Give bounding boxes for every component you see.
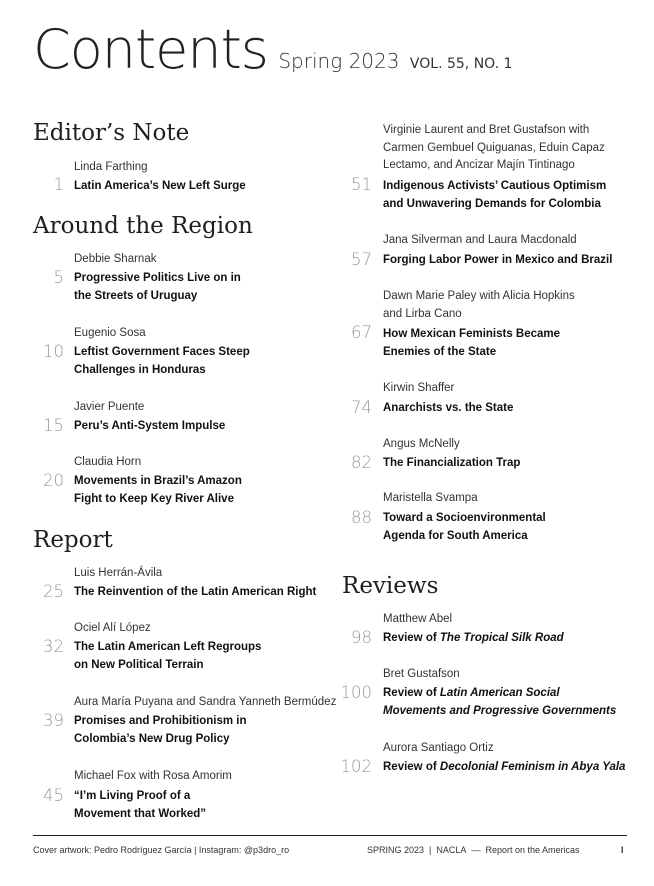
toc-page-number: 39 (43, 711, 64, 730)
toc-page-number: 45 (43, 786, 64, 805)
toc-title-line: Anarchists vs. the State (383, 402, 514, 414)
toc-title-link[interactable] (383, 399, 513, 417)
toc-author: Eugenio Sosa (74, 327, 146, 339)
toc-title-line: Colombia’s New Drug Policy (74, 733, 230, 745)
toc-page-number: 88 (351, 508, 372, 527)
toc-title-line: The Tropical Silk Road (439, 632, 564, 644)
page-title: Contents (33, 18, 268, 81)
issue-volume: VOL. 55, NO. 1 (409, 56, 513, 72)
cover-credit: Cover artwork: Pedro Rodríguez García | Instagram: @p3dro_ro (33, 845, 290, 855)
section-heading-reviews: Reviews (342, 573, 439, 599)
toc-page-number: 15 (43, 416, 64, 435)
toc-page-number: 98 (351, 628, 372, 647)
toc-author (383, 288, 575, 323)
toc-page-number: 74 (351, 398, 372, 417)
toc-author: Luis Herrán-Ávila (74, 567, 163, 579)
toc-title-link[interactable] (383, 177, 606, 213)
toc-title-line: Fight to Keep Key River Alive (74, 493, 234, 505)
toc-title-line: Indigenous Activists’ Cautious Optimism (383, 180, 607, 192)
toc-page-number: 51 (351, 175, 372, 194)
toc-title-line: Forging Labor Power in Mexico and Brazil (383, 254, 613, 266)
section-heading-around-region: Around the Region (33, 213, 253, 239)
toc-author-line: Lectamo, and Ancizar Majín Tintinago (383, 159, 575, 171)
toc-title-line: Toward a Socioenvironmental (383, 512, 546, 524)
toc-author-line: Virginie Laurent and Bret Gustafson with (383, 124, 590, 136)
section-heading-report: Report (33, 527, 113, 553)
footer-issue: SPRING 2023 (367, 845, 425, 855)
toc-title-link[interactable] (383, 325, 560, 361)
toc-author: Michael Fox with Rosa Amorim (74, 770, 232, 782)
toc-author: Claudia Horn (74, 456, 142, 468)
toc-author: Aurora Santiago Ortiz (383, 742, 494, 754)
footer-rule (33, 835, 627, 836)
toc-title-line: The Financialization Trap (383, 457, 521, 469)
toc-title-link[interactable] (74, 787, 206, 823)
toc-title-line: How Mexican Feminists Became (383, 328, 561, 340)
toc-title-link[interactable] (74, 638, 261, 674)
toc-title-link[interactable] (74, 343, 250, 379)
toc-title-line: Promises and Prohibitionism in (74, 715, 247, 727)
toc-page-number: 100 (340, 683, 372, 702)
toc-page-number: 102 (340, 757, 372, 776)
footer-separator: | (429, 845, 432, 855)
toc-page-number: 10 (43, 342, 64, 361)
toc-author: Matthew Abel (383, 613, 453, 625)
toc-page-number: 57 (351, 250, 372, 269)
footer-publication (367, 845, 580, 855)
toc-title-prefix: Review of (383, 632, 440, 644)
toc-title-line: Leftist Government Faces Steep (74, 346, 250, 358)
toc-title-link[interactable] (74, 177, 246, 195)
toc-title-line: Movements in Brazil’s Amazon (74, 475, 242, 487)
toc-page-number: 20 (43, 471, 64, 490)
toc-title-line: Enemies of the State (383, 346, 497, 358)
toc-author: Maristella Svampa (383, 492, 478, 504)
footer-pub-name: Report on the Americas (485, 845, 580, 855)
toc-title-line: Challenges in Honduras (74, 364, 206, 376)
page-header (33, 18, 633, 81)
toc-author-line: Dawn Marie Paley with Alicia Hopkins (383, 290, 575, 302)
toc-author-line: Carmen Gembuel Quiguanas, Eduin Capaz (383, 141, 605, 154)
toc-author (383, 122, 605, 175)
issue-season: Spring 2023 (278, 49, 400, 73)
page-number: I (621, 845, 624, 855)
toc-title-link[interactable] (383, 251, 612, 269)
toc-page-number: 1 (53, 175, 64, 194)
toc-title-prefix: Review of (383, 761, 440, 773)
toc-author: Jana Silverman and Laura Macdonald (383, 234, 577, 246)
toc-title-line: Latin American Social (439, 687, 560, 699)
toc-author: Angus McNelly (383, 438, 460, 450)
toc-page-number: 32 (43, 637, 64, 656)
toc-title-link[interactable] (74, 417, 225, 435)
footer-dash: — (471, 845, 481, 855)
toc-title-line: “I’m Living Proof of a (74, 790, 191, 802)
toc-title-line: Peru’s Anti-System Impulse (74, 420, 226, 432)
toc-title-line: and Unwavering Demands for Colombia (383, 198, 601, 210)
toc-title-line: on New Political Terrain (74, 659, 204, 671)
toc-author: Bret Gustafson (383, 668, 460, 680)
toc-title-link[interactable] (383, 758, 625, 776)
toc-title-link[interactable] (74, 472, 242, 508)
toc-title-link[interactable] (74, 583, 316, 601)
toc-title-link[interactable] (74, 269, 241, 305)
toc-title-line: Agenda for South America (383, 530, 528, 542)
footer-org: NACLA (436, 845, 467, 855)
toc-author: Aura María Puyana and Sandra Yanneth Bermúdez (74, 696, 337, 708)
toc-title-line: Movements and Progressive Governments (383, 705, 617, 717)
toc-title-line: Decolonial Feminism in Abya Yala (439, 761, 626, 773)
toc-title-line: The Latin American Left Regroups (74, 641, 262, 653)
toc-author-line: and Lirba Cano (383, 307, 462, 320)
toc-title-line: The Reinvention of the Latin American Right (74, 586, 317, 598)
toc-title-link[interactable] (383, 454, 520, 472)
toc-title-line: the Streets of Uruguay (74, 290, 198, 302)
toc-page-number: 67 (351, 323, 372, 342)
toc-title-line: Movement that Worked” (74, 808, 207, 820)
toc-title-link[interactable] (383, 684, 616, 720)
toc-author: Javier Puente (74, 401, 145, 413)
toc-page-number: 82 (351, 453, 372, 472)
toc-page-number: 5 (53, 268, 64, 287)
toc-author: Debbie Sharnak (74, 253, 157, 265)
toc-page-number: 25 (43, 582, 64, 601)
toc-title-prefix: Review of (383, 687, 440, 699)
toc-author: Kirwin Shaffer (383, 382, 455, 394)
toc-title-line: Latin America’s New Left Surge (74, 180, 246, 192)
toc-author: Linda Farthing (74, 161, 148, 173)
toc-author: Ociel Alí López (74, 622, 151, 634)
toc-title-line: Progressive Politics Live on in (74, 272, 241, 284)
toc-title-link[interactable] (383, 629, 564, 647)
section-heading-editors-note: Editor’s Note (33, 120, 190, 146)
toc-title-link[interactable] (383, 509, 546, 545)
toc-title-link[interactable] (74, 712, 247, 748)
